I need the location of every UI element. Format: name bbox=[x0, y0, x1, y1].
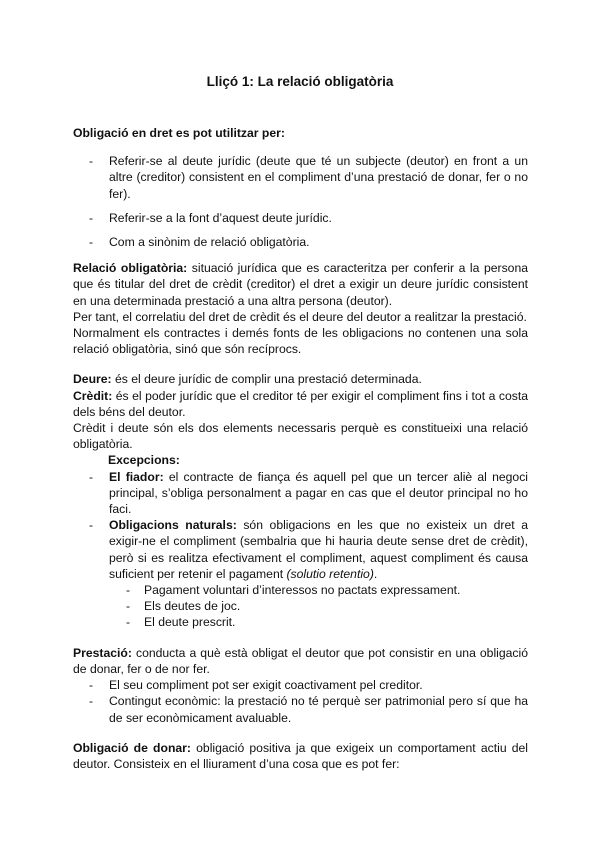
dash-bullet: - bbox=[89, 154, 94, 169]
dash-bullet: - bbox=[126, 615, 131, 630]
dash-bullet: - bbox=[89, 210, 94, 225]
term-prestacio: Prestació: bbox=[73, 645, 132, 660]
paragraph-relacio: Relació obligatòria: situació jurídica que es caracteritza per conferir a la persona que és titular del dret de crèdit (creditor) el dret a exigir un deure jurídic consistent en una determinada prestació a una altra persona (deutor). bbox=[73, 261, 528, 308]
sub-list-item: - Pagament voluntari d’interessos no pactats expressament. bbox=[126, 583, 461, 598]
term-credit: Crèdit: bbox=[73, 388, 113, 403]
list-item: - El seu compliment pot ser exigit coactivament pel creditor. bbox=[89, 678, 423, 693]
dash-bullet: - bbox=[126, 599, 131, 614]
exceptions-heading: Excepcions: bbox=[108, 453, 180, 468]
paragraph-credit: Crèdit: és el poder jurídic que el creditor té per exigir el compliment fins i tot a costa dels béns del deutor. bbox=[73, 388, 528, 419]
term-deure: Deure: bbox=[73, 372, 112, 387]
dash-bullet: - bbox=[89, 678, 94, 693]
section-heading-obligacio: Obligació en dret es pot utilitzar per: bbox=[73, 126, 285, 140]
list-item: - Referir-se a la font d’aquest deute jurídic. bbox=[89, 210, 332, 225]
list-item-naturals: - Obligacions naturals: són obligacions en les que no existeix un dret a exigir-ne el compliment (sembalria que hi hauria deute sense dret de crèdit), però si es realitza efectivament el compliment, aquest compliment és causa suficient per retenir el pagament (solutio retentio). bbox=[89, 518, 528, 581]
dash-bullet: - bbox=[126, 583, 131, 598]
paragraph-deure: Deure: és el deure jurídic de complir una prestació determinada. bbox=[73, 372, 422, 387]
paragraph-prestacio: Prestació: conducta a què està obligat el deutor que pot consistir en una obligació de donar, fer o de nor fer. bbox=[73, 645, 528, 676]
term-relacio: Relació obligatòria: bbox=[73, 261, 188, 276]
list-item: - Com a sinònim de relació obligatòria. bbox=[89, 235, 310, 250]
paragraph: Crèdit i deute són els dos elements necessaris perquè es constitueixi una relació obligatòria. bbox=[73, 421, 528, 452]
sub-list-item: - Els deutes de joc. bbox=[126, 599, 241, 614]
list-item: - Referir-se al deute jurídic (deute que té un subjecte (deutor) en front a un altre (creditor) consistent en el compliment d’una prestació de donar, fer o no fer). bbox=[89, 154, 528, 201]
list-item: - Contingut econòmic: la prestació no té perquè ser patrimonial pero sí que ha de ser econòmicament avaluable. bbox=[89, 694, 528, 725]
dash-bullet: - bbox=[89, 694, 94, 709]
paragraph: Normalment els contractes i demés fonts de les obligacions no contenen una sola relació obligatòria, sinó que són recíprocs. bbox=[73, 326, 528, 357]
page-title: Lliçó 1: La relació obligatòria bbox=[206, 74, 394, 89]
document-body bbox=[73, 125, 528, 772]
list-item-fiador: - El fiador: el contracte de fiança és aquell pel que un tercer aliè al negoci principal, s’obliga personalment a pagar en cas que el deutor principal no ho faci. bbox=[89, 469, 528, 517]
paragraph-donar: Obligació de donar: obligació positiva ja que exigeix un comportament actiu del deutor. Consisteix en el lliurament d’una cosa que es pot fer: bbox=[73, 740, 529, 771]
sub-list-item: - El deute prescrit. bbox=[126, 615, 236, 630]
dash-bullet: - bbox=[89, 469, 94, 484]
dash-bullet: - bbox=[89, 518, 94, 533]
dash-bullet: - bbox=[89, 235, 94, 250]
paragraph: Per tant, el correlatiu del dret de crèdit és el deure del deutor a realitzar la prestació. bbox=[73, 309, 527, 324]
term-donar: Obligació de donar: bbox=[73, 740, 191, 755]
